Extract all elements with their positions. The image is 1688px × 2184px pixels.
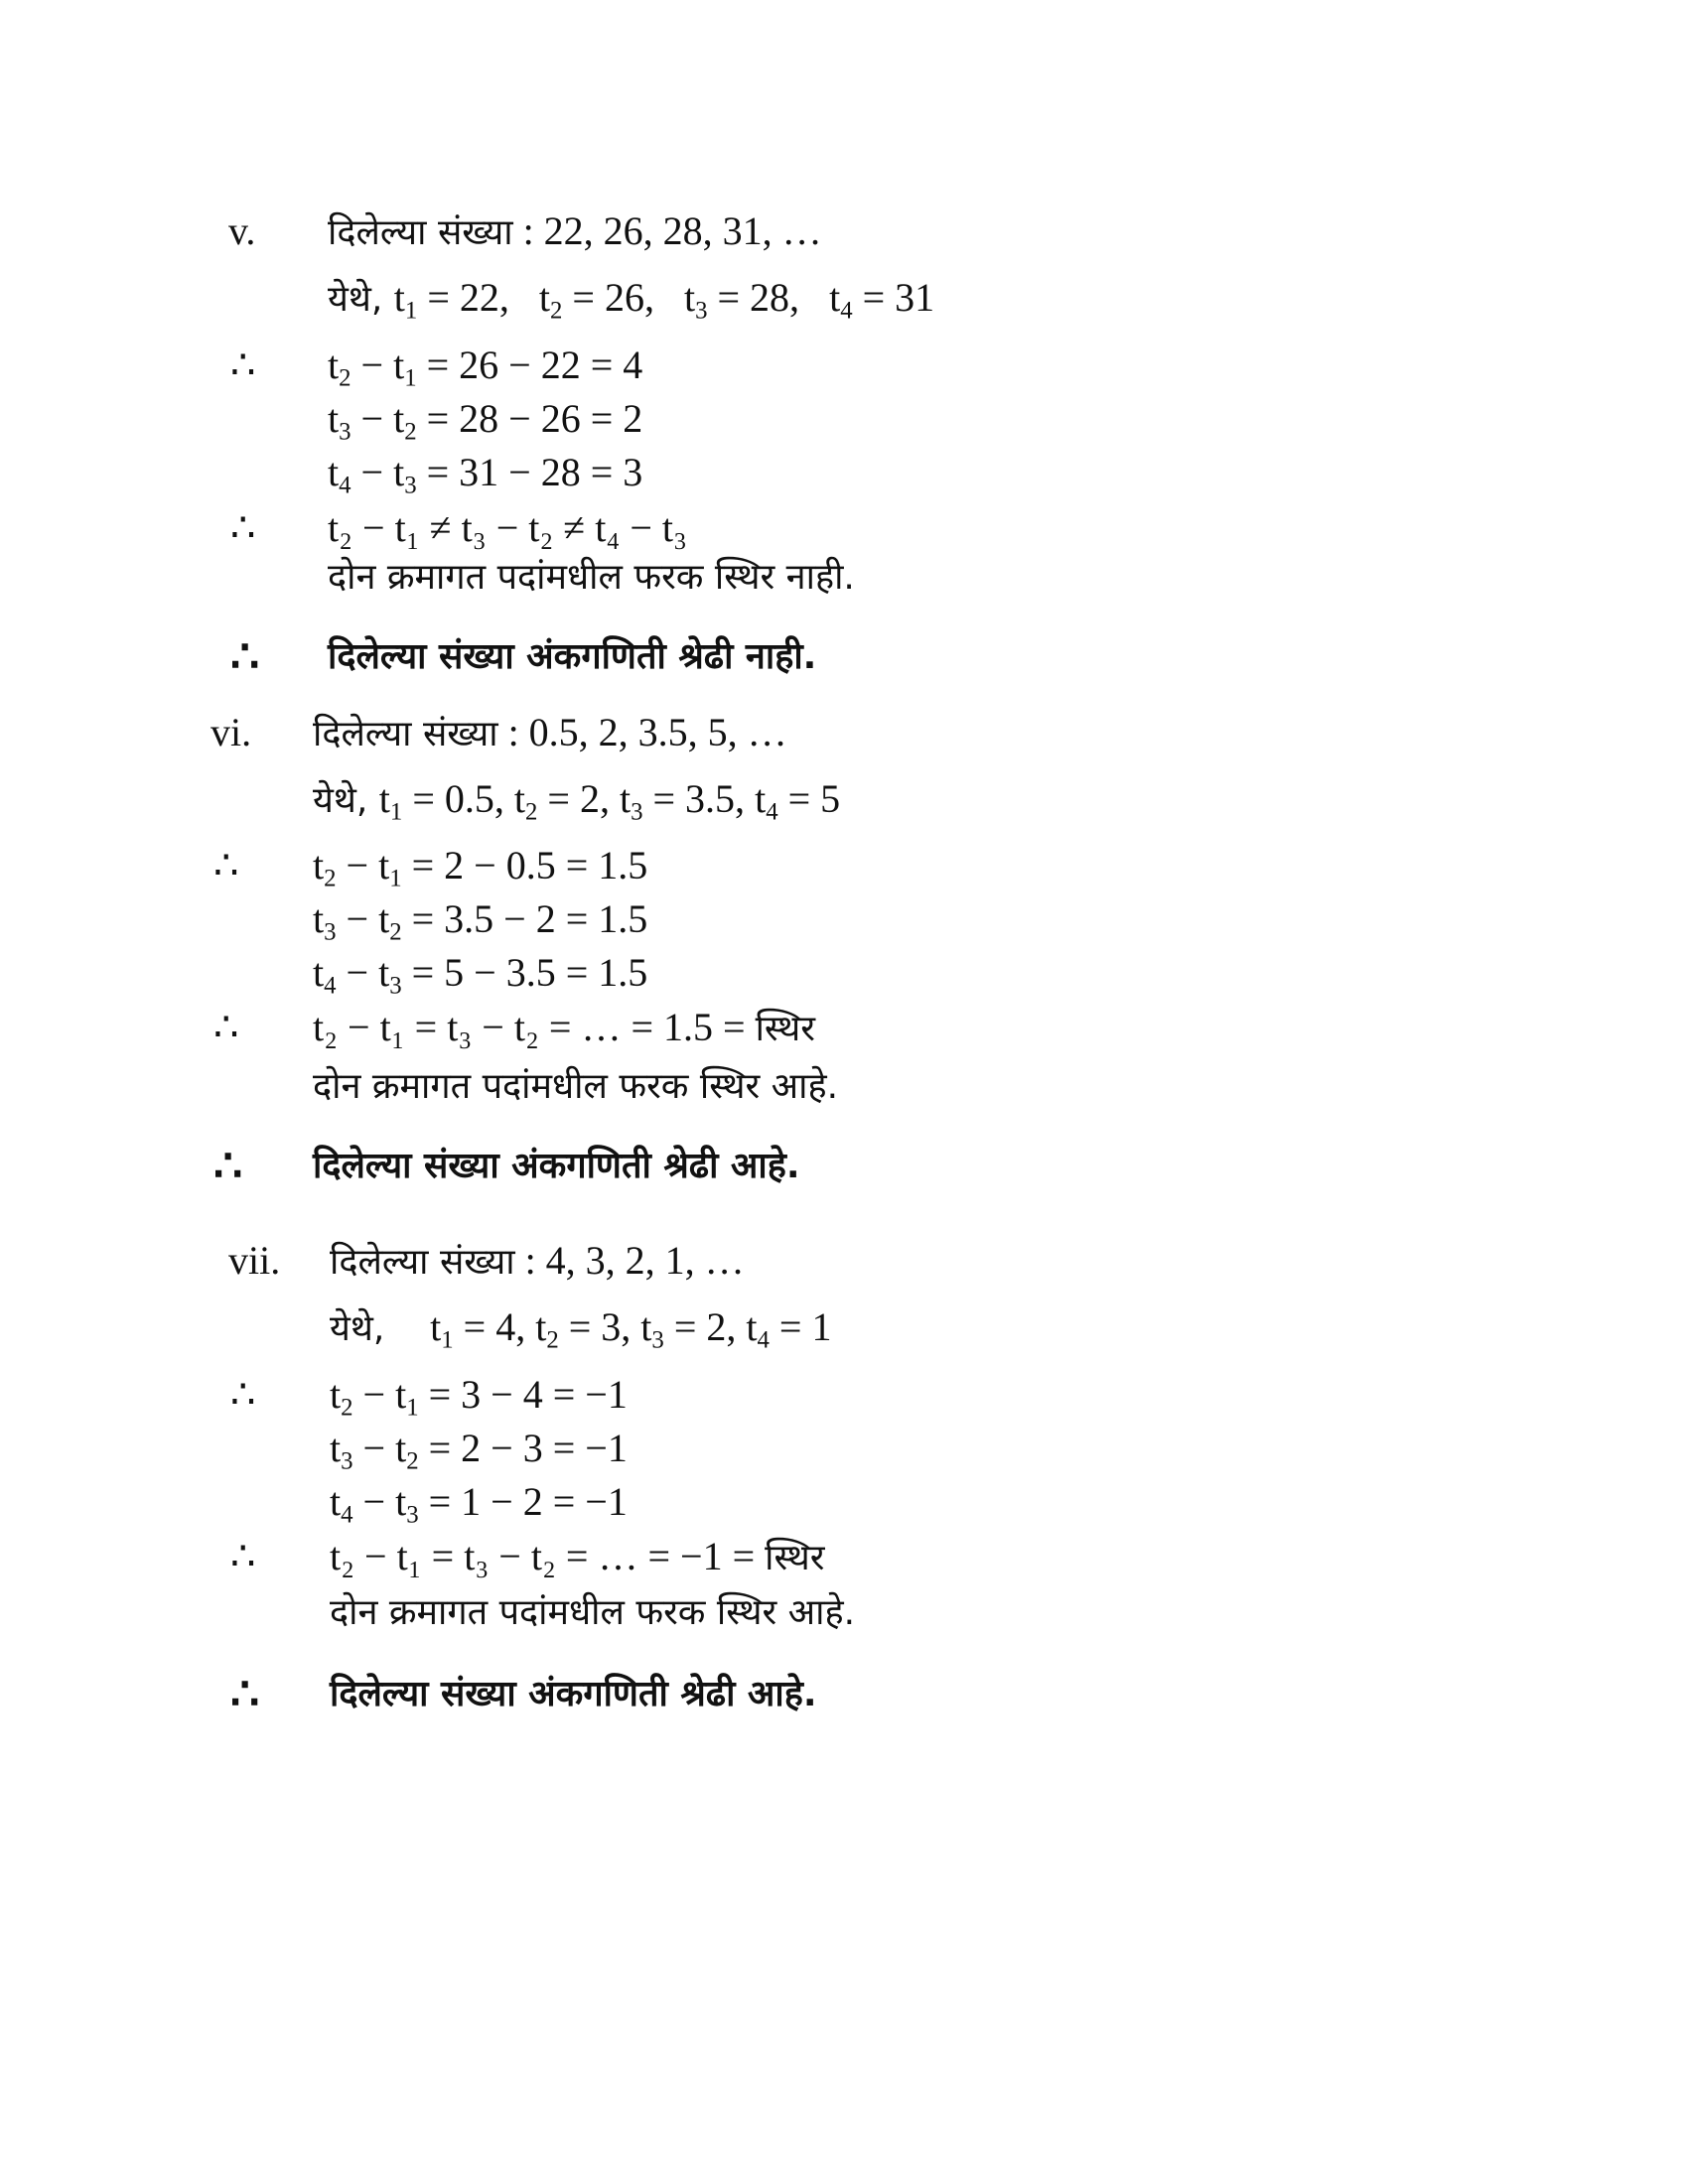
difference-statement: दोन क्रमागत पदांमधील फरक स्थिर नाही. [328, 557, 855, 598]
given-prefix: दिलेल्या संख्या [330, 1242, 515, 1283]
section-label: vii. [228, 1238, 281, 1283]
term-t1: $t_1 = 4$, [430, 1304, 536, 1354]
conclusion: दिलेल्या संख्या अंकगणिती श्रेढी आहे. [330, 1674, 817, 1714]
difference-statement: दोन क्रमागत पदांमधील फरक स्थिर आहे. [330, 1592, 856, 1633]
diff-line: $t_3 - t_2 = 3.5 - 2 = 1.5$ [313, 896, 648, 946]
term-t1: $t_1 = 0.5$, [378, 776, 514, 826]
therefore-symbol: ∴ [213, 1141, 243, 1191]
diff-line: $t_4 - t_3 = 5 - 3.5 = 1.5$ [313, 950, 648, 1000]
conclusion: दिलेल्या संख्या अंकगणिती श्रेढी नाही. [328, 636, 817, 677]
conclusion: दिलेल्या संख्या अंकगणिती श्रेढी आहे. [313, 1146, 800, 1186]
term-t4: $t_4 = 1$ [746, 1304, 832, 1354]
therefore-symbol: ∴ [230, 631, 260, 682]
here-prefix: येथे, [328, 279, 394, 320]
here-line [313, 774, 840, 826]
section-label: v. [228, 208, 256, 253]
term-t4: $t_4 = 31$ [829, 275, 935, 325]
term-t4: $t_4 = 5$ [755, 776, 841, 826]
therefore-symbol: ∴ [230, 1669, 260, 1719]
difference-statement: दोन क्रमागत पदांमधील फरक स्थिर आहे. [313, 1066, 839, 1107]
compare-line: t₂ − t₁ = t₃ − t₂ = … = 1.5 = स्थिर [313, 1005, 815, 1049]
given-values: : 22, 26, 28, 31, … [512, 208, 822, 253]
here-line [328, 273, 934, 325]
given-values: : 4, 3, 2, 1, … [514, 1238, 745, 1283]
diff-line: $t_2 - t_1 = 3 - 4 = -1$ [330, 1372, 628, 1422]
given-prefix: दिलेल्या संख्या [328, 212, 513, 253]
diff-line: $t_4 - t_3 = 31 - 28 = 3$ [328, 450, 643, 499]
therefore-symbol: ∴ [230, 342, 256, 387]
given-line [330, 1236, 745, 1288]
therefore-symbol: ∴ [230, 1372, 256, 1417]
compare-line: t₂ − t₁ = t₃ − t₂ = … = −1 = स्थिर [330, 1534, 825, 1578]
section-label: vi. [211, 710, 252, 754]
here-prefix: येथे, [313, 780, 379, 821]
diff-line: $t_2 - t_1 = 26 - 22 = 4$ [328, 342, 643, 392]
here-line [330, 1302, 831, 1354]
given-prefix: दिलेल्या संख्या [313, 714, 498, 754]
diff-line: $t_2 - t_1 = 2 - 0.5 = 1.5$ [313, 843, 648, 892]
term-t3: $t_3 = 28$, [683, 275, 830, 325]
term-t3: $t_3 = 3.5$, [619, 776, 756, 826]
diff-line: $t_3 - t_2 = 28 - 26 = 2$ [328, 396, 643, 446]
term-t2: $t_2 = 2$, [513, 776, 620, 826]
therefore-symbol: ∴ [230, 1534, 256, 1578]
here-prefix: येथे, [330, 1308, 431, 1349]
diff-line: $t_3 - t_2 = 2 - 3 = -1$ [330, 1426, 628, 1475]
given-line [328, 206, 822, 258]
given-values: : 0.5, 2, 3.5, 5, … [497, 710, 787, 754]
diff-line: $t_4 - t_3 = 1 - 2 = -1$ [330, 1479, 628, 1529]
term-t2: $t_2 = 3$, [535, 1304, 641, 1354]
given-line [313, 708, 787, 759]
compare-line: t₂ − t₁ ≠ t₃ − t₂ ≠ t₄ − t₃ [328, 505, 687, 550]
therefore-symbol: ∴ [213, 1005, 239, 1049]
term-t3: $t_3 = 2$, [640, 1304, 747, 1354]
term-t2: $t_2 = 26$, [538, 275, 684, 325]
therefore-symbol: ∴ [230, 505, 256, 550]
term-t1: $t_1 = 22$, [393, 275, 539, 325]
therefore-symbol: ∴ [213, 843, 239, 887]
